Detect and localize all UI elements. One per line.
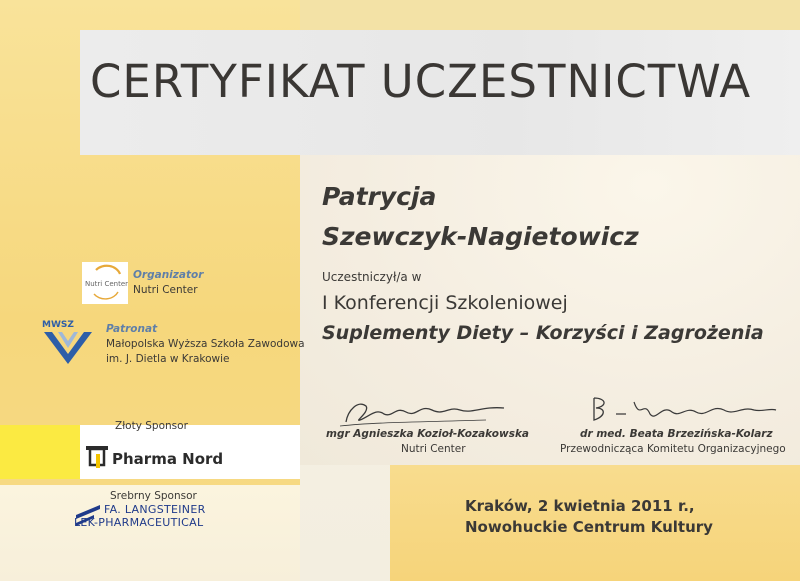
participant-last-name: Szewczyk-Nagietowicz (322, 222, 639, 251)
silver-sponsor-label: Srebrny Sponsor (110, 490, 197, 502)
event-date-place: Kraków, 2 kwietnia 2011 r., (465, 497, 695, 515)
organizer-label: Organizator (133, 269, 204, 281)
patron-label: Patronat (106, 323, 158, 335)
patron-school-name: Małopolska Wyższa Szkoła Zawodowa (106, 338, 305, 350)
conference-topic: Suplementy Diety – Korzyści i Zagrożenia (322, 322, 764, 344)
event-venue: Nowohuckie Centrum Kultury (465, 518, 713, 536)
participated-label: Uczestniczył/a w (322, 270, 422, 284)
signature-1-icon (336, 392, 516, 428)
participant-first-name: Patrycja (322, 182, 437, 211)
patron-school-subtitle: im. J. Dietla w Krakowie (106, 353, 230, 365)
gold-sponsor-label: Złoty Sponsor (115, 420, 188, 432)
certificate-title: CERTYFIKAT UCZESTNICTWA (90, 55, 752, 108)
nutri-center-logo-icon (82, 262, 128, 304)
silver-sponsor-subtitle: LEK-PHARMACEUTICAL (74, 516, 204, 529)
top-yellow-band (300, 0, 800, 30)
gold-sponsor-name: Pharma Nord (112, 450, 224, 468)
signatory-1-role: Nutri Center (401, 443, 466, 455)
signatory-2-role: Przewodnicząca Komitetu Organizacyjnego (560, 443, 786, 455)
mwsz-logo-icon (34, 318, 102, 366)
signatory-2-name: dr med. Beata Brzezińska-Kolarz (580, 428, 773, 440)
mwsz-logo-text: MWSZ (42, 320, 74, 330)
organizer-name: Nutri Center (133, 284, 198, 296)
nutri-center-logo-text: Nutri Center (85, 280, 128, 288)
silver-sponsor-name: FA. LANGSTEINER (104, 503, 206, 516)
signature-2-icon (582, 392, 782, 428)
signatory-1-name: mgr Agnieszka Kozioł-Kozakowska (326, 428, 530, 440)
conference-name: I Konferencji Szkoleniowej (322, 292, 568, 314)
